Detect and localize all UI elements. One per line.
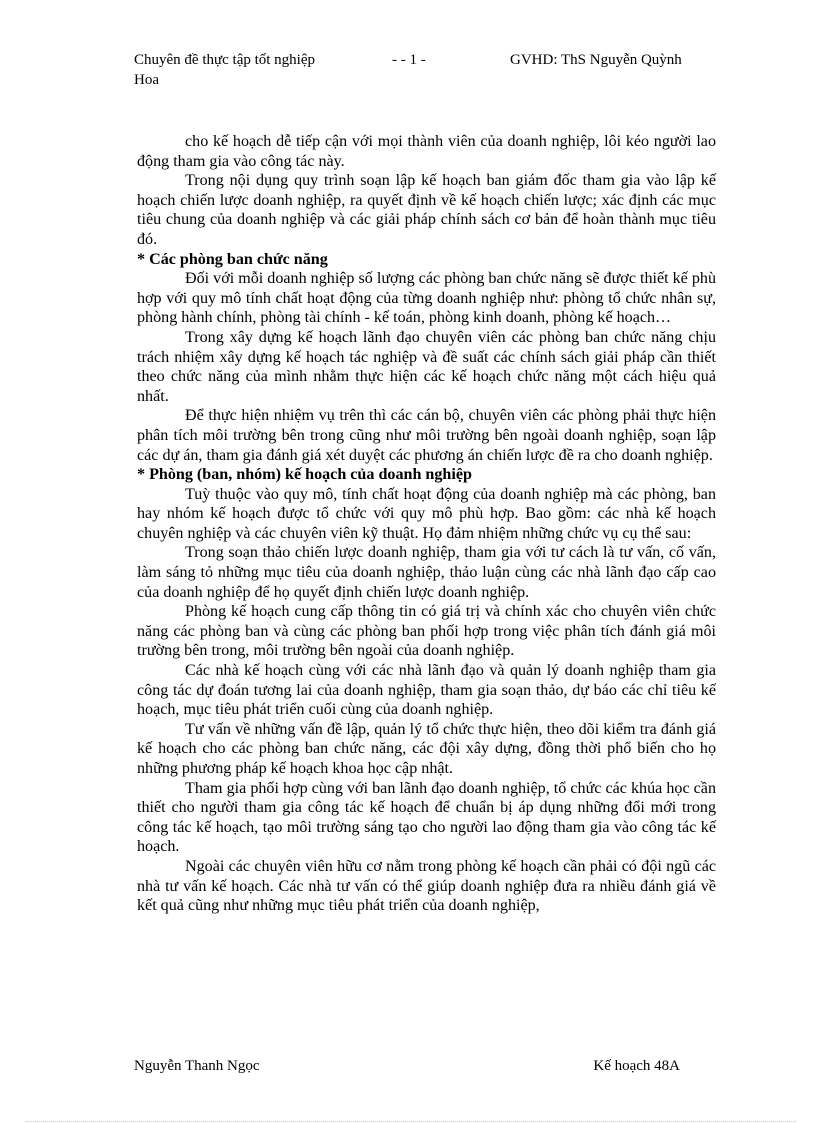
page-footer [134,1056,680,1076]
paragraph: Tham gia phối hợp cùng với ban lãnh đạo doanh nghiệp, tổ chức các khúa học cần thiết cho người tham gia công tác kế hoạch để chuẩn bị áp dụng những đổi mới trong công tác kế hoạch, tạo môi trường sáng tạo cho người lao động tham gia vào công tác kế hoạch. [137,779,716,856]
footer-class: Kế hoạch 48A [593,1058,680,1074]
paragraph: Phòng kế hoạch cung cấp thông tin có giá trị và chính xác cho chuyên viên chức năng các phòng ban và cùng các phòng ban phối hợp trong việc phân tích đánh giá môi trường bên trong, môi trường bên ngoài của doanh nghiệp. [137,603,716,660]
paragraph: Các nhà kế hoạch cùng với các nhà lãnh đạo và quản lý doanh nghiệp tham gia công tác dự đoán tương lai của doanh nghiệp, tham gia soạn thảo, dự báo các chỉ tiêu kế hoạch, mục tiêu phát triển cuối cùng của doanh nghiệp. [137,662,716,719]
header-advisor: GVHD: ThS Nguyễn Quỳnh [510,52,682,68]
section-heading: * Các phòng ban chức năng [137,250,328,268]
paragraph: Tư vấn về những vấn đề lập, quản lý tổ chức thực hiện, theo dõi kiểm tra đánh giá kế hoạch cho các phòng ban chức năng, các đội xây dựng, đồng thời phổ biến cho họ những phương pháp kế hoạch khoa học cập nhật. [137,720,716,777]
header-row [134,50,704,70]
paragraph: Trong soạn thảo chiến lược doanh nghiệp, tham gia với tư cách là tư vấn, cố vấn, làm sáng tỏ những mục tiêu của doanh nghiệp, thảo luận cùng các nhà lãnh đạo cấp cao của doanh nghiệp để họ quyết định chiến lược doanh nghiệp. [137,544,716,601]
paragraph: Để thực hiện nhiệm vụ trên thì các cán bộ, chuyên viên các phòng phải thực hiện phân tích môi trường bên trong cũng như môi trường bên ngoài doanh nghiệp, soạn lập các dự án, tham gia đánh giá xét duyệt các phương án chiến lược đề ra cho doanh nghiệp. [137,407,716,464]
document-body [137,132,716,916]
paragraph: Ngoài các chuyên viên hữu cơ nằm trong phòng kế hoạch cần phải có đội ngũ các nhà tư vấn kế hoạch. Các nhà tư vấn có thể giúp doanh nghiệp đưa ra nhiều đánh giá về kết quả cũng như những mục tiêu phát triển của doanh nghiệp, [137,857,716,915]
header-thesis-title: Chuyên đề thực tập tốt nghiệp [134,52,316,68]
header-advisor-continuation: Hoa [134,72,159,88]
page-header [134,50,704,90]
paragraph: Trong nội dụng quy trình soạn lập kế hoạch ban giám đốc tham gia vào lập kế hoạch chiến lược doanh nghiệp, ra quyết định về kế hoạch chiến lược; xác định các mục tiêu chung của doanh nghiệp và các giải pháp chính sách cơ bản để hoàn thành mục tiêu đó. [137,172,716,248]
paragraph: Tuỳ thuộc vào quy mô, tính chất hoạt động của doanh nghiệp mà các phòng, ban hay nhóm kế hoạch được tổ chức với quy mô phù hợp. Bao gồm: các nhà kế hoạch chuyên nghiệp và các chuyên viên kỹ thuật. Họ đảm nhiệm những chức vụ cụ thể sau: [137,485,716,542]
header-page-number: - - 1 - [392,52,426,68]
paragraph: Đối với mỗi doanh nghiệp số lượng các phòng ban chức năng sẽ được thiết kế phù hợp với quy mô tính chất hoạt động của từng doanh nghiệp như: phòng tổ chức nhân sự, phòng hành chính, phòng tài chính - kế toán, phòng kinh doanh, phòng kế hoạch… [137,270,716,327]
page-edge-divider [26,1121,796,1122]
footer-author: Nguyễn Thanh Ngọc [134,1058,260,1074]
paragraph: Trong xây dựng kế hoạch lãnh đạo chuyên viên các phòng ban chức năng chịu trách nhiệm xây dựng kế hoạch tác nghiệp và đề suất các chính sách giải pháp cần thiết theo chức năng của mình nhằm thực hiện các kế hoạch chức năng một cách hiệu quả nhất. [137,328,716,405]
paragraph: cho kế hoạch dễ tiếp cận với mọi thành viên của doanh nghiệp, lôi kéo người lao động tham gia vào công tác này. [137,133,716,170]
section-heading: * Phòng (ban, nhóm) kế hoạch của doanh nghiệp [137,466,472,484]
